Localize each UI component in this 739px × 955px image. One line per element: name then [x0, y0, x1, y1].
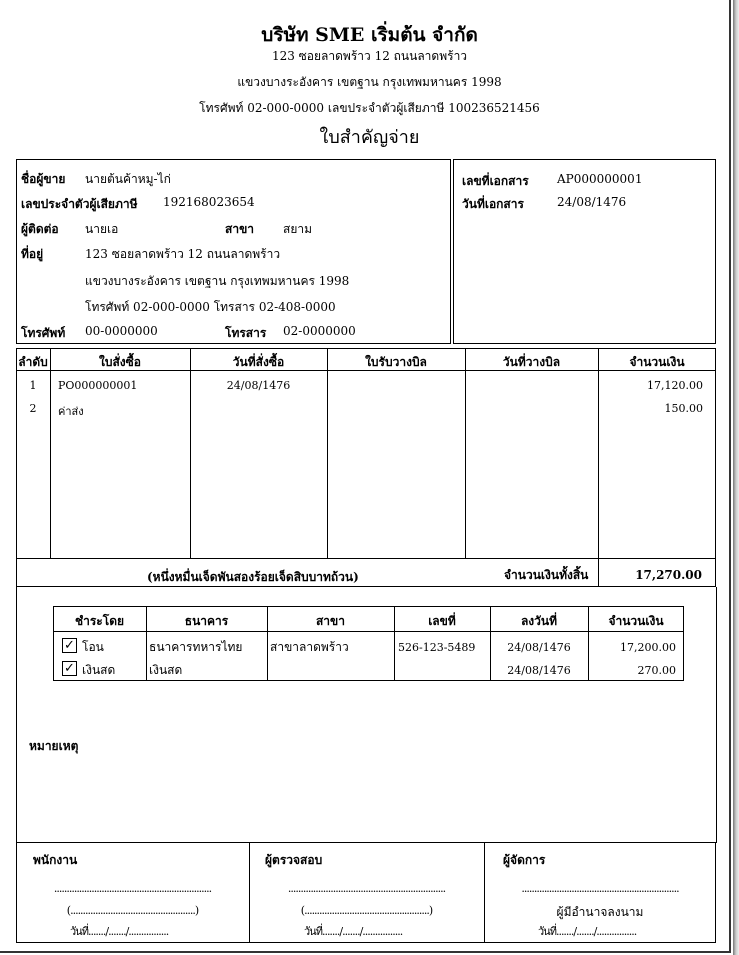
- fax-value: 02-0000000: [283, 324, 356, 338]
- fax-label: โทรสาร: [225, 326, 267, 340]
- total-label: จำนวนเงินทั้งสิ้น: [504, 568, 589, 582]
- payment-branch: สาขาลาดพร้าว: [270, 640, 349, 654]
- items-header-po-date: วันที่สั่งซื้อ: [232, 355, 285, 369]
- amount-in-words: (หนึ่งหมื่นเจ็ดพันสองร้อยเจ็ดสิบบาทถ้วน): [147, 570, 359, 584]
- phone-label: โทรศัพท์: [21, 326, 66, 340]
- signature-date: วันที่......./......./................: [538, 925, 637, 938]
- payment-amount: 17,200.00: [620, 641, 676, 654]
- address-label: ที่อยู่: [21, 247, 44, 261]
- phone-value: 00-0000000: [85, 324, 158, 338]
- items-total-divider: [16, 558, 716, 559]
- signature-name-paren: (..................................................): [300, 904, 433, 917]
- payment-bank: ธนาคารทหารไทย: [149, 640, 243, 654]
- signature-title-staff: พนักงาน: [33, 853, 78, 867]
- seller-value: นายต้นค้าหมู-ไก่: [85, 172, 171, 186]
- payment-header-number: เลขที่: [428, 614, 456, 628]
- company-address-1: 123 ซอยลาดพร้าว 12 ถนนลาดพร้าว: [271, 49, 468, 63]
- transfer-checkbox[interactable]: ✓: [62, 638, 77, 653]
- table-row-po-date: 24/08/1476: [226, 379, 291, 392]
- taxid-value: 192168023654: [163, 195, 255, 209]
- table-row-po: ค่าส่ง: [58, 405, 84, 418]
- company-contact: โทรศัพท์ 02-000-0000 เลขประจำตัวผู้เสียภาษี 100236521456: [199, 101, 540, 115]
- table-row-amount: 150.00: [664, 402, 703, 415]
- company-address-2: แขวงบางระอังคาร เขตฐาน กรุงเทพมหานคร 1998: [237, 75, 502, 89]
- docno-value: AP000000001: [557, 172, 643, 186]
- payment-bank: เงินสด: [149, 663, 183, 677]
- remark-box-right: [716, 587, 717, 843]
- remark-label: หมายเหตุ: [29, 739, 79, 753]
- signature-date: วันที่......./......./................: [304, 925, 403, 938]
- branch-value: สยาม: [283, 222, 313, 236]
- signature-date: วันที่......./......./................: [70, 925, 169, 938]
- payment-number: 526-123-5489: [398, 641, 476, 654]
- payment-header-bank: ธนาคาร: [184, 614, 229, 628]
- company-name: บริษัท SME เริ่มต้น จำกัด: [261, 24, 478, 46]
- docdate-value: 24/08/1476: [557, 195, 627, 209]
- contact-label: ผู้ติดต่อ: [21, 222, 59, 236]
- total-value: 17,270.00: [635, 568, 702, 582]
- document-title: ใบสำคัญจ่าย: [319, 127, 420, 148]
- payment-header-amount: จำนวนเงิน: [608, 614, 664, 628]
- taxid-label: เลขประจำตัวผู้เสียภาษี: [21, 197, 138, 211]
- signature-line: ...............................................................: [53, 882, 212, 895]
- docdate-label: วันที่เอกสาร: [462, 197, 524, 211]
- signature-line: ...............................................................: [287, 882, 446, 895]
- seller-label: ชื่อผู้ขาย: [21, 172, 66, 186]
- items-header-bill-date: วันที่วางบิล: [502, 355, 561, 369]
- table-row-no: 1: [29, 379, 37, 392]
- items-col-divider: [465, 348, 466, 558]
- payment-method: โอน: [82, 640, 104, 654]
- signature-title-manager: ผู้จัดการ: [503, 853, 546, 867]
- address-line-2: แขวงบางระอังคาร เขตฐาน กรุงเทพมหานคร 1998: [85, 274, 350, 288]
- payment-header-divider: [53, 631, 684, 632]
- branch-label: สาขา: [225, 222, 255, 236]
- authorized-signer-label: ผู้มีอำนาจลงนาม: [556, 905, 644, 919]
- items-header-bill: ใบรับวางบิล: [365, 355, 427, 369]
- payment-date: 24/08/1476: [507, 641, 571, 654]
- payment-method: เงินสด: [82, 663, 116, 677]
- items-header-po: ใบสั่งซื้อ: [98, 355, 141, 369]
- signature-name-paren: (..................................................): [66, 904, 199, 917]
- remark-box-left: [16, 587, 17, 843]
- items-col-divider: [50, 348, 51, 558]
- docno-label: เลขที่เอกสาร: [462, 174, 529, 188]
- table-row-po: PO000000001: [58, 379, 138, 392]
- table-row-no: 2: [29, 402, 37, 415]
- payment-header-method: ชำระโดย: [74, 614, 125, 628]
- items-col-divider: [327, 348, 328, 558]
- payment-date: 24/08/1476: [507, 664, 571, 677]
- items-header-no: ลำดับ: [18, 355, 48, 369]
- address-line-1: 123 ซอยลาดพร้าว 12 ถนนลาดพร้าว: [85, 247, 281, 261]
- address-line-3: โทรศัพท์ 02-000-0000 โทรสาร 02-408-0000: [85, 300, 336, 314]
- payment-header-branch: สาขา: [315, 614, 345, 628]
- signature-title-checker: ผู้ตรวจสอบ: [265, 853, 323, 867]
- payment-header-date: ลงวันที่: [520, 614, 558, 628]
- contact-value: นายเอ: [85, 222, 119, 236]
- window-edge: [733, 0, 739, 955]
- payment-amount: 270.00: [637, 664, 676, 677]
- signature-line: ...............................................................: [521, 882, 679, 895]
- cash-checkbox[interactable]: ✓: [62, 661, 77, 676]
- items-header-amount: จำนวนเงิน: [629, 355, 685, 369]
- table-row-amount: 17,120.00: [647, 379, 703, 392]
